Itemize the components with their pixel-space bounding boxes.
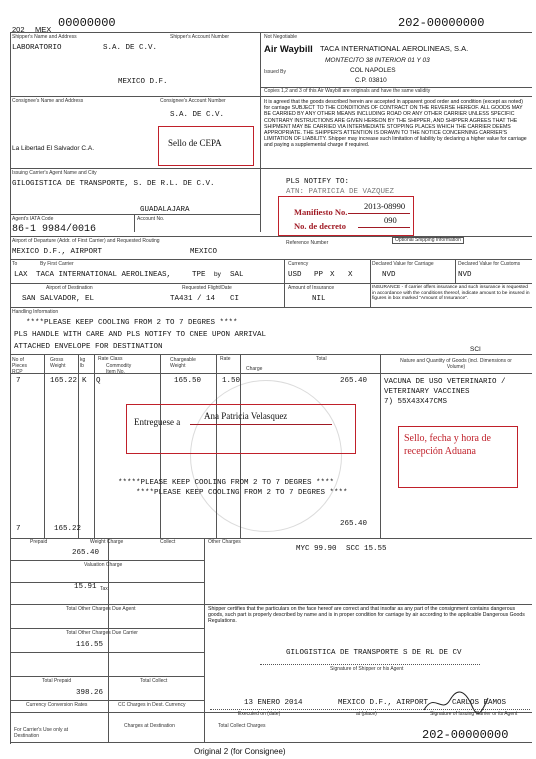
- route-carrier: TACA INTERNATIONAL AEROLINEAS,: [36, 271, 172, 279]
- manifiesto-underline: [348, 213, 410, 214]
- shipper-label: Shipper's Name and Address: [12, 34, 77, 40]
- consignee-label: Consignee's Name and Address: [12, 98, 84, 104]
- routing-divider: [10, 259, 532, 260]
- gross-header: Gross Weight: [50, 357, 66, 369]
- col-pieces: [44, 354, 45, 538]
- departure-city: MEXICO: [190, 248, 218, 256]
- other-x: X: [348, 271, 353, 279]
- customs-split: [455, 259, 456, 283]
- goods-nature2: VETERINARY VACCINES: [384, 388, 470, 396]
- first-carrier-label: By First Carrier: [40, 261, 74, 267]
- issued-by: Issued By: [264, 69, 286, 75]
- declared-carriage: NVD: [382, 271, 396, 279]
- goods-nature1: VACUNA DE USO VETERINARIO /: [384, 378, 506, 386]
- total-prepaid-label: Total Prepaid: [42, 678, 72, 684]
- awb-number-bottom: 202-00000000: [422, 728, 509, 742]
- ch-line4: [10, 628, 204, 629]
- consignee-account-label: Consignee's Account Number: [160, 98, 226, 104]
- original-copy-label: Original 2 (for Consignee): [194, 747, 286, 756]
- shipper-sig-line: [260, 664, 480, 665]
- insurance-value: NIL: [312, 295, 326, 303]
- other-charge-2: SCC 15.55: [346, 545, 387, 553]
- goods-header-divider: [10, 373, 532, 374]
- executed-label: Executed on (date): [238, 711, 281, 717]
- declared-customs: NVD: [458, 271, 472, 279]
- declared-customs-label: Declared Value for Customs: [458, 261, 521, 267]
- handling-line3: ATTACHED ENVELOPE FOR DESTINATION: [14, 343, 163, 351]
- insurance-split2: [370, 283, 371, 307]
- ch-line1: [10, 560, 204, 561]
- frame-left: [10, 32, 11, 744]
- sci-label: SCI: [470, 346, 481, 353]
- consignee-suffix: S.A. DE C.V.: [170, 111, 225, 119]
- route-to: LAX: [14, 271, 28, 279]
- other-charges-label: Other Charges: [208, 539, 241, 545]
- goods-kg: K: [82, 377, 87, 385]
- flight-number: TA431 / 14: [170, 295, 216, 303]
- agent-name: GILOGISTICA DE TRANSPORTE, S. DE R.L. DE C.V.: [12, 180, 215, 188]
- conditions-text: It is agreed that the goods described herein are accepted in apparent good order and condition (except as noted) for carriage SUBJECT TO THE CONDITIONS OF CONTRACT ON THE REVERSE HEREOF. ALL GOODS MAY BE CARRIED BY ANY OTHER MEANS INCLUDING ROAD OR ANY OTHER CARRIER UNLESS SPECIFIC CONTRARY INSTRUCTIONS ARE GIVEN HEREON BY THE SHIPPER, AND SHIPPER AGREES THAT THE SHIPMENT MAY BE CARRIED VIA INTERMEDIATE STOPPING PLACES WHICH THE CARRIER DEEMS APPROPRIATE. THE SHIPPER'S ATTENTION IS DRAWN TO THE NOTICE CONCERNING CARRIER'S LIMITATION OF LIABILITY. Shipper may increase such limitation of liability by declaring a higher value for carriage and paying a supplemental charge if required.: [264, 99, 527, 149]
- carrier-use-label: For Carrier's Use only at Destination: [14, 727, 69, 739]
- sum-pieces: 7: [16, 525, 21, 533]
- issuer-address2: COL NAPOLES: [350, 67, 396, 74]
- ch-line2: [10, 582, 204, 583]
- insurance-label: Amount of Insurance: [288, 285, 335, 291]
- departure-label: Airport of Departure (Addr. of First Carrier) and Requested Routing: [12, 238, 160, 244]
- issuer-name: TACA INTERNATIONAL AEROLINEAS, S.A.: [320, 44, 469, 53]
- frame-mid: [260, 32, 261, 232]
- manifiesto-value: 2013-08990: [364, 201, 406, 211]
- not-negotiable: Not Negotiable: [264, 34, 298, 40]
- goods-chargeable: 165.50: [174, 377, 202, 385]
- total-prepaid-value: 398.26: [76, 689, 104, 697]
- sum-gross: 165.22: [54, 525, 82, 533]
- entreguese-underline: [190, 424, 332, 425]
- rate-header: Rate: [220, 356, 231, 362]
- notify-line2: ATN: PATRICIA DE VAZQUEZ: [286, 188, 395, 196]
- decreto-label: No. de decreto: [294, 221, 347, 231]
- route-by2: by: [214, 271, 221, 278]
- goods-gross: 165.22: [50, 377, 78, 385]
- kg-header: kg lb: [80, 357, 86, 369]
- prepaid-label: Prepaid: [30, 539, 48, 545]
- charge-header: Charge: [246, 366, 263, 372]
- executed-line: [210, 709, 530, 710]
- goods-nature3: 7) 55X43X47CMS: [384, 398, 448, 406]
- entreguese-label: Entreguese a: [134, 417, 181, 427]
- collect-label: Collect: [160, 539, 176, 545]
- sello-cepa-label: Sello de CEPA: [168, 138, 222, 148]
- nature-header: Nature and Quantity of Goods (incl. Dimensions or Volume): [400, 358, 512, 370]
- tax-value: 15.91: [74, 583, 97, 591]
- flight-code2: CI: [230, 295, 240, 303]
- currency-split: [284, 259, 285, 283]
- handling-divider: [10, 354, 532, 355]
- goods-rate: 1.50: [222, 377, 241, 385]
- account-no-label: Account No.: [137, 216, 165, 222]
- sum-total: 265.40: [340, 520, 368, 528]
- frame-top: [10, 32, 532, 33]
- goods-total: 265.40: [340, 377, 368, 385]
- shipper-signature: GILOGISTICA DE TRANSPORTE S DE RL DE CV: [286, 649, 462, 657]
- sello-recepcion-label: Sello, fecha y hora de recepción Aduana: [404, 433, 491, 457]
- currency-value: USD: [288, 271, 302, 279]
- shipper-divider: [10, 96, 260, 97]
- currency-label: Currency: [288, 261, 309, 267]
- agent-label: Issuing Carrier's Agent Name and City: [12, 170, 97, 176]
- handling-line1: ****PLEASE KEEP COOLING FROM 2 TO 7 DEGRES ****: [26, 319, 238, 327]
- goods-pieces: 7: [16, 377, 21, 385]
- conversion-rates-label: Currency Conversion Rates: [26, 702, 88, 708]
- pieces-header: No of Pieces RCP: [12, 357, 28, 375]
- tax-label: Tax: [100, 586, 108, 592]
- route-divider3: [10, 307, 532, 308]
- flight-label: Requested Flight/Date: [182, 285, 232, 291]
- total-collect-label: Total Collect: [140, 678, 168, 684]
- rate-class-header: Rate Class: [98, 356, 123, 362]
- due-carrier-label: Total Other Charges Due Carrier: [66, 630, 138, 636]
- decreto-underline: [358, 227, 410, 228]
- goods-rate-class: Q: [96, 377, 101, 385]
- at-place-label: at (place): [356, 711, 377, 717]
- optional-label: Optional Shipping Information: [392, 237, 464, 244]
- col-kg: [94, 354, 95, 538]
- shipper-city: MEXICO D.F.: [118, 78, 168, 86]
- due-agent-label: Total Other Charges Due Agent: [66, 606, 136, 612]
- issuer-address3: C.P. 03810: [355, 77, 387, 84]
- weight-charge-value: 265.40: [72, 549, 100, 557]
- iata-label: Agent's IATA Code: [12, 216, 54, 222]
- ch-line5: [10, 652, 204, 653]
- awb-number-right: 202-00000000: [398, 16, 485, 30]
- other-charge-1: MYC 99.90: [296, 545, 337, 553]
- shipper-name: LABORATORIO: [12, 44, 62, 52]
- commodity-header: Commodity Item No.: [106, 363, 132, 375]
- charges-dest-label: Charges at Destination: [124, 723, 175, 729]
- iata-code: 86-1 9984/0016: [12, 224, 97, 235]
- weight-charge-label: Weight Charge: [90, 539, 124, 545]
- shipper-sig-label: Signature of Shipper or his Agent: [330, 666, 404, 672]
- consignee-divider: [10, 168, 532, 169]
- reference-label: Reference Number: [286, 240, 329, 246]
- ch-line7: [10, 700, 204, 701]
- insurance-note: INSURANCE - If carrier offers insurance and such insurance is requested in accordance with the conditions thereof, indicate amount to be insured in figures in box marked "Amount of Insurance".: [372, 285, 530, 302]
- decreto-value: 090: [384, 215, 397, 225]
- due-carrier-value: 116.55: [76, 641, 104, 649]
- total-collect-charges-label: Total Collect Charges: [218, 723, 266, 729]
- total-header: Total: [316, 356, 327, 362]
- declared-split: [370, 259, 371, 283]
- col-gross: [78, 354, 79, 538]
- declared-carriage-label: Declared Value for Carriage: [372, 261, 434, 267]
- background-seal: [190, 377, 342, 532]
- consignee-city: La Libertad El Salvador C.A.: [12, 145, 95, 152]
- insurance-split: [284, 283, 285, 307]
- route-divider2: [10, 283, 532, 284]
- col-total: [380, 354, 381, 538]
- issuing-sig-label: Signature of Issuing Carrier or its Agent: [430, 711, 518, 717]
- awb-number-left: 00000000: [58, 16, 116, 30]
- frame-bottom: [10, 742, 532, 743]
- ch-line3: [10, 604, 532, 605]
- copies-note: Copies 1,2 and 3 of this Air Waybill are originals and have the same validity: [264, 88, 431, 94]
- keep-cool-1: *****PLEASE KEEP COOLING FROM 2 TO 7 DEGRES ****: [118, 479, 335, 487]
- keep-cool-2: ****PLEASE KEEP COOLING FROM 2 TO 7 DEGRES ****: [136, 489, 348, 497]
- notify-line1: PLS NOTIFY TO:: [286, 178, 350, 186]
- departure-airport: MEXICO D.F., AIRPORT: [12, 248, 103, 256]
- iata-split: [134, 214, 135, 232]
- cc-charges-label: CC Charges in Dest. Currency: [118, 702, 186, 708]
- route-to2: TPE: [192, 271, 206, 279]
- awb-code: 202: [12, 25, 25, 34]
- agent-city: GUADALAJARA: [140, 206, 190, 214]
- certification-text: Shipper certifies that the particulars on the face hereof are correct and that insofar as any part of the consignment contains dangerous goods, such part is properly described by name and is in proper condition for carriage by air according to the applicable Dangerous Goods Regulations.: [208, 606, 525, 625]
- route-to3: SAL: [230, 271, 244, 279]
- wt-val-x: X: [330, 271, 335, 279]
- ch-line6: [10, 676, 204, 677]
- destination-airport: SAN SALVADOR, EL: [22, 295, 95, 303]
- awb-country: MEX: [35, 25, 52, 34]
- to-label: To: [12, 261, 18, 267]
- valuation-label: Valuation Charge: [84, 562, 123, 568]
- agent-divider: [10, 214, 260, 215]
- destination-label: Airport of Destination: [46, 285, 93, 291]
- executed-date: 13 ENERO 2014: [244, 699, 303, 707]
- shipper-account-label: Shipper's Account Number: [170, 34, 230, 40]
- chargeable-header: Chargeable Weight: [170, 357, 196, 369]
- handling-label: Handling Information: [12, 309, 59, 315]
- entreguese-value: Ana Patricia Velasquez: [204, 411, 288, 421]
- air-waybill-title: Air Waybill: [264, 44, 313, 55]
- charges-pp: PP: [314, 271, 324, 279]
- signer-name: CARLOS RAMOS: [452, 699, 507, 707]
- executed-place: MEXICO D.F., AIRPORT: [338, 699, 429, 707]
- aw-divider2: [260, 96, 532, 97]
- manifiesto-label: Manifiesto No.: [294, 207, 348, 217]
- shipper-suffix: S.A. DE C.V.: [103, 44, 158, 52]
- handling-line2: PLS HANDLE WITH CARE AND PLS NOTIFY TO CNEE UPON ARRIVAL: [14, 331, 267, 339]
- goods-bottom: [10, 538, 532, 539]
- issuer-address1: MONTECITO 38 INTERIOR 01 Y 03: [325, 57, 430, 64]
